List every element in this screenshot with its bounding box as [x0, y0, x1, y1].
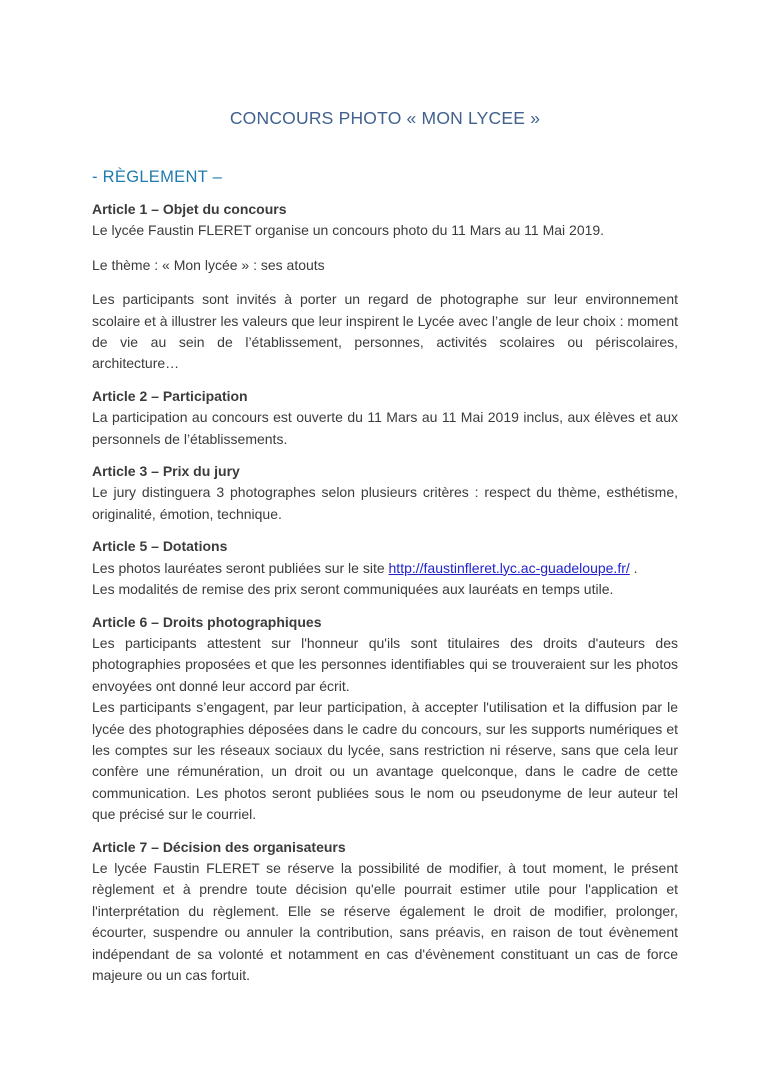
article-5-paragraph-with-link — [92, 558, 678, 579]
link-paragraph-after: . — [629, 559, 638, 576]
article-2-heading: Article 2 – Participation — [92, 387, 248, 404]
section-article-1 — [92, 199, 678, 375]
article-1-paragraph-1: Le lycée Faustin FLERET organise un concours photo du 11 Mars au 11 Mai 2019. — [92, 222, 605, 239]
section-article-2 — [92, 386, 678, 450]
article-1-heading: Article 1 – Objet du concours — [92, 201, 287, 217]
article-2-paragraph-1: La participation au concours est ouverte du 11 Mars au 11 Mai 2019 inclus, aux élèves et aux personnels de l’établissements. — [92, 409, 678, 447]
article-6-paragraph-2: Les participants s’engagent, par leur participation, à accepter l'utilisation et la diffusion par le lycée des photographies déposées dans le cadre du concours, sur les supports numériques et les comptes sur les réseaux sociaux du lycée, sans restriction ni réserve, sans que cela leur confère une rémunération, un droit ou un avantage quelconque, dans le cadre de cette communication. Les photos seront publiées sous le nom ou pseudonyme de leur auteur tel que précisé sur le courriel. — [92, 699, 678, 823]
article-3-heading: Article 3 – Prix du jury — [92, 463, 240, 480]
section-article-5 — [92, 536, 678, 600]
article-6-paragraph-1: Les participants attestent sur l'honneur qu'ils sont titulaires des droits d'auteurs des photographies proposées et que les personnes identifiables qui se trouveraient sur les photos envoyées ont donné leur accord par écrit. — [92, 634, 678, 694]
article-5-paragraph-2: Les modalités de remise des prix seront communiquées aux lauréats en temps utile. — [92, 581, 614, 598]
article-1-paragraph-2: Le thème : « Mon lycée » : ses atouts — [92, 256, 325, 273]
section-article-6 — [92, 612, 678, 826]
article-6-heading: Article 6 – Droits photographiques — [92, 613, 322, 630]
article-7-heading: Article 7 – Décision des organisateurs — [92, 838, 346, 855]
article-3-paragraph-1: Le jury distinguera 3 photographes selon plusieurs critères : respect du thème, esthétisme, originalité, émotion, technique. — [92, 484, 678, 522]
document-subtitle: - RÈGLEMENT – — [92, 168, 223, 186]
section-article-3 — [92, 461, 678, 525]
document-title: CONCOURS PHOTO « MON LYCEE » — [229, 108, 541, 128]
article-7-paragraph-1: Le lycée Faustin FLERET se réserve la possibilité de modifier, à tout moment, le présent règlement et à prendre toute décision qu'elle pourrait estimer utile pour l'application et l'interprétation du règlement. Elle se réserve également le droit de modifier, prolonger, écourter, suspendre ou annuler la contribution, sans préavis, en raison de tout évènement indépendant de sa volonté et notamment en cas d'évènement constituant un cas de force majeure ou un cas fortuit. — [92, 859, 678, 983]
link-paragraph-before: Les photos lauréates seront publiées sur le site — [92, 559, 389, 576]
website-link[interactable]: http://faustinfleret.lyc.ac-guadeloupe.fr/ — [388, 559, 630, 576]
article-1-paragraph-3: Les participants sont invités à porter un regard de photographe sur leur environnement scolaire et à illustrer les valeurs que leur inspirent le Lycée avec l’angle de leur choix : moment de vie au sein de l’établissement, personnes, activités scolaires ou périscolaires, architecture… — [92, 291, 678, 372]
section-article-7 — [92, 837, 678, 987]
article-5-heading: Article 5 – Dotations — [92, 538, 228, 555]
